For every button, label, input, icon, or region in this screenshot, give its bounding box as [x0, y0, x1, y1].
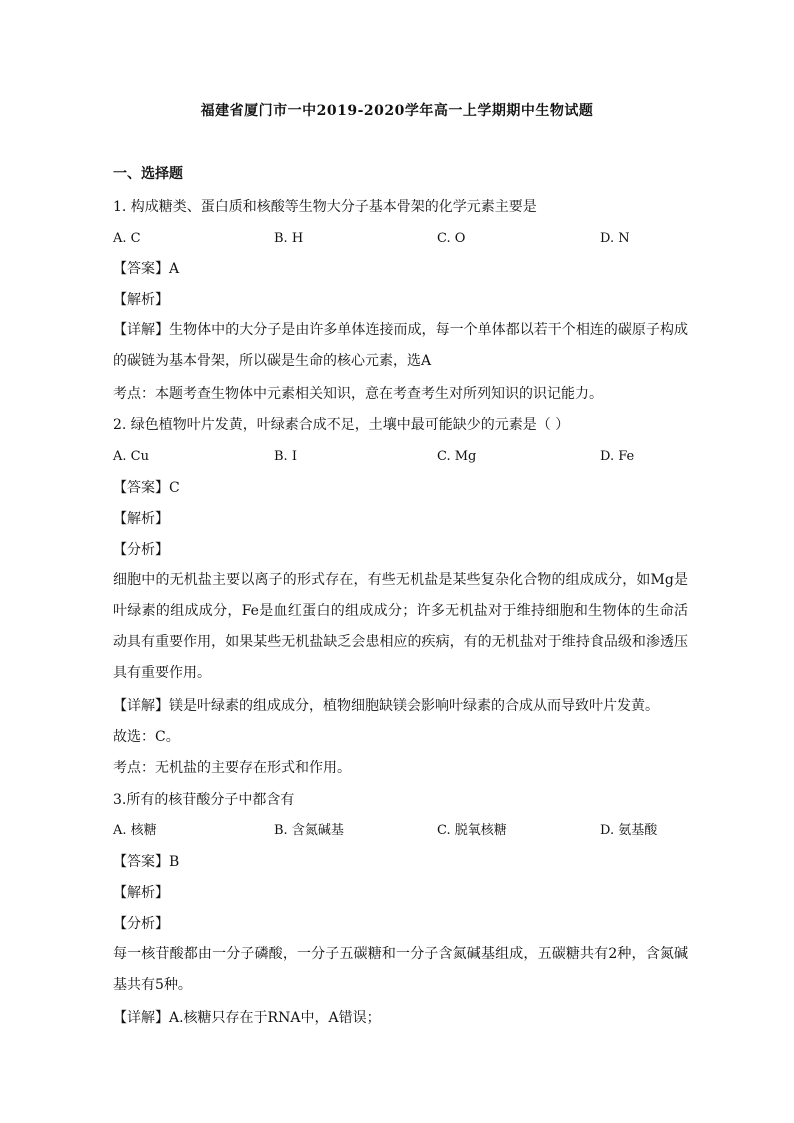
- question-2-fenxi-text: 细胞中的无机盐主要以离子的形式存在，有些无机盐是某些复杂化合物的组成成分，如Mg是叶绿素的组成成分，Fe是血红蛋白的组成成分；许多无机盐对于维持细胞和生物体的生命活动具有重要作用，如果某些无机盐缺乏会患相应的疾病，有的无机盐对于维持食品级和渗透压具有重要作用。: [113, 572, 688, 681]
- question-1-kaodian: 考点：本题考查生物体中元素相关知识，意在考查考生对所列知识的识记能力。: [113, 386, 603, 402]
- question-1-option-d: D. N: [600, 231, 630, 246]
- question-1-analysis-label: 【解析】: [113, 292, 169, 308]
- section-heading: 一、选择题: [113, 166, 183, 182]
- question-2-option-b: B. I: [274, 449, 297, 464]
- question-3-option-d: D. 氨基酸: [600, 823, 658, 838]
- question-3-detail: 【详解】A.核糖只存在于RNA中，A错误；: [113, 1010, 381, 1026]
- question-3-stem: 3.所有的核苷酸分子中都含有: [113, 792, 295, 808]
- question-3-answer: 【答案】B: [113, 854, 180, 870]
- document-title: 福建省厦门市一中2019-2020学年高一上学期期中生物试题: [200, 103, 594, 119]
- question-2-fenxi-label: 【分析】: [113, 542, 169, 558]
- question-1-detail: 【详解】生物体中的大分子是由许多单体连接而成，每一个单体都以若干个相连的碳原子构成的碳链为基本骨架，所以碳是生命的核心元素，选A: [113, 322, 688, 369]
- question-2-choice: 故选：C。: [113, 729, 180, 745]
- question-3-fenxi-label: 【分析】: [113, 916, 169, 932]
- question-3-option-c: C. 脱氧核糖: [437, 823, 507, 838]
- question-3-option-a: A. 核糖: [113, 823, 157, 838]
- question-1-answer: 【答案】A: [113, 261, 180, 277]
- question-2-option-c: C. Mg: [437, 449, 477, 464]
- question-2-detail: 【详解】镁是叶绿素的组成成分，植物细胞缺镁会影响叶绿素的合成从而导致叶片发黄。: [113, 698, 659, 714]
- question-2-option-a: A. Cu: [113, 449, 149, 464]
- question-1-option-c: C. O: [437, 231, 466, 246]
- question-1-option-b: B. H: [274, 231, 304, 246]
- question-2-analysis-label: 【解析】: [113, 511, 169, 527]
- question-1-option-a: A. C: [113, 231, 141, 246]
- question-3-option-b: B. 含氮碱基: [274, 823, 344, 838]
- question-2-option-d: D. Fe: [600, 449, 635, 464]
- question-2-stem: 2. 绿色植物叶片发黄，叶绿素合成不足，土壤中最可能缺少的元素是（ ）: [113, 417, 570, 433]
- question-1-stem: 1. 构成糖类、蛋白质和核酸等生物大分子基本骨架的化学元素主要是: [113, 199, 537, 215]
- question-3-fenxi-text: 每一核苷酸都由一分子磷酸，一分子五碳糖和一分子含氮碱基组成，五碳糖共有2种，含氮碱基共有5种。: [113, 946, 688, 993]
- question-3-analysis-label: 【解析】: [113, 885, 169, 901]
- question-2-answer: 【答案】C: [113, 480, 180, 496]
- question-2-kaodian: 考点：无机盐的主要存在形式和作用。: [113, 760, 351, 776]
